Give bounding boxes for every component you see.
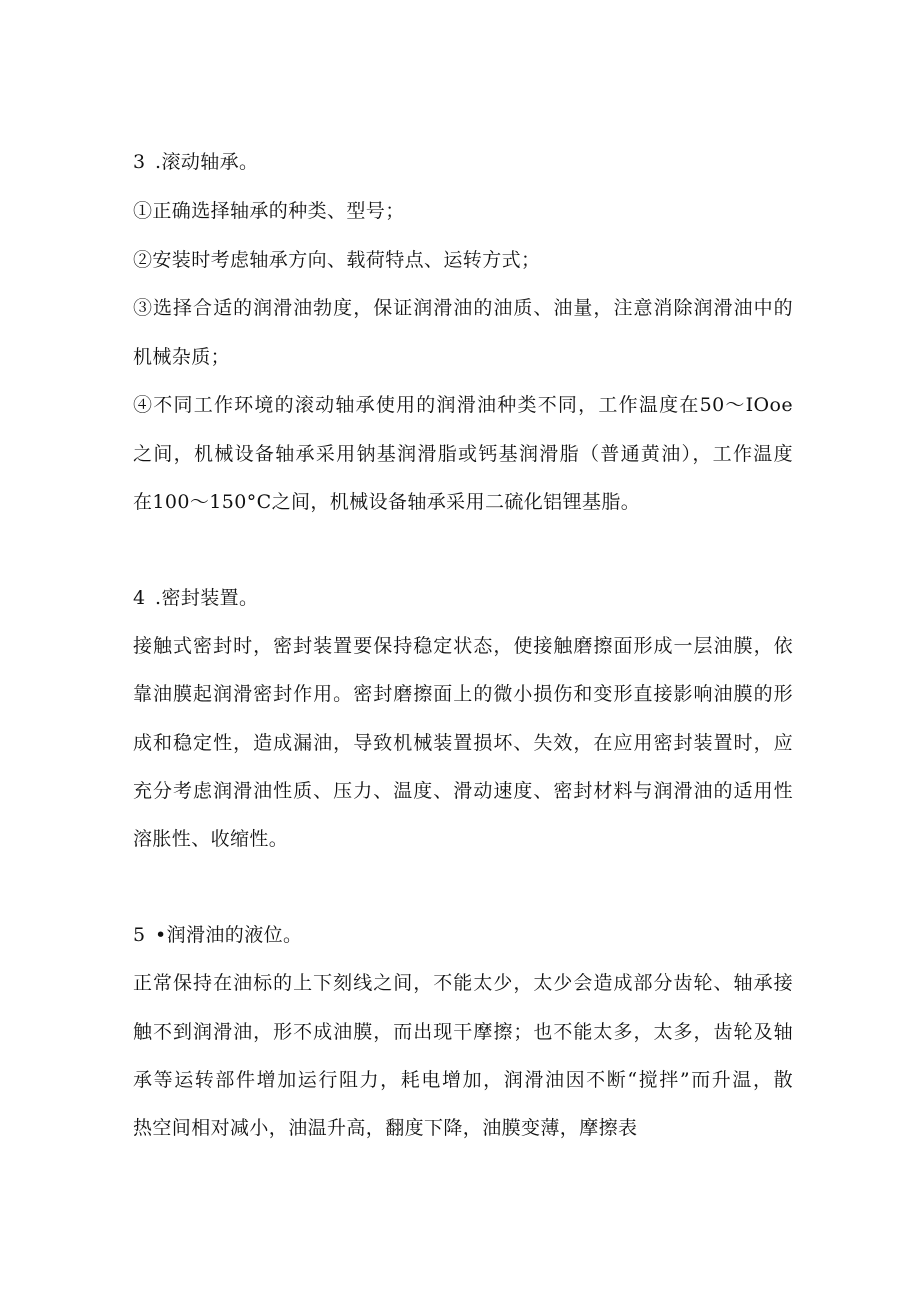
section-4-heading: [133, 587, 258, 609]
section-4-line-1: 接触式密封时，密封装置要保持稳定状态，使接触磨擦面形成一层油膜，依: [133, 635, 793, 657]
section-3-item-4-cont-1: 之间，机械设备轴承采用钠基润滑脂或钙基润滑脂（普通黄油），工作温度: [133, 443, 793, 465]
section-3-item-3: ③选择合适的润滑油勃度，保证润滑油的油质、油量，注意消除润滑油中的: [133, 297, 793, 319]
section-5-number: 5: [133, 924, 146, 946]
section-5-title: •润滑油的液位。: [155, 924, 303, 946]
section-4-line-5: 溶胀性、收缩性。: [133, 828, 289, 850]
section-3-number: 3: [133, 151, 146, 173]
section-4-line-3: 成和稳定性，造成漏油，导致机械装置损坏、失效，在应用密封装置时，应: [133, 732, 793, 754]
section-3-heading: [133, 151, 258, 173]
section-3-title: .滚动轴承。: [155, 151, 259, 173]
section-4-number: 4: [133, 587, 146, 609]
section-5-line-3: 承等运转部件增加运行阻力，耗电增加，润滑油因不断“搅拌”而升温，散: [133, 1069, 793, 1091]
section-4-title: .密封装置。: [155, 587, 259, 609]
section-3-item-4-cont-2: 在100～150°C之间，机械设备轴承采用二硫化铝锂基脂。: [133, 491, 641, 513]
section-3-item-1: ①正确选择轴承的种类、型号；: [133, 200, 405, 222]
section-5-line-1: 正常保持在油标的上下刻线之间，不能太少，太少会造成部分齿轮、轴承接: [133, 972, 793, 994]
section-4-line-2: 靠油膜起润滑密封作用。密封磨擦面上的微小损伤和变形直接影响油膜的形: [133, 683, 793, 705]
section-4-line-4: 充分考虑润滑油性质、压力、温度、滑动速度、密封材料与润滑油的适用性: [133, 780, 793, 802]
section-5-line-2: 触不到润滑油，形不成油膜，而出现干摩擦；也不能太多，太多，齿轮及轴: [133, 1021, 793, 1043]
section-3-item-4: ④不同工作环境的滚动轴承使用的润滑油种类不同，工作温度在50～IOoe: [133, 394, 793, 416]
section-3-item-3-cont: 机械杂质；: [133, 346, 231, 368]
section-5-line-4: 热空间相对减小，油温升高，翻度下降，油膜变薄，摩擦表: [133, 1117, 638, 1139]
section-3-item-2: ②安装时考虑轴承方向、载荷特点、运转方式；: [133, 249, 541, 271]
section-5-heading: [133, 924, 302, 946]
